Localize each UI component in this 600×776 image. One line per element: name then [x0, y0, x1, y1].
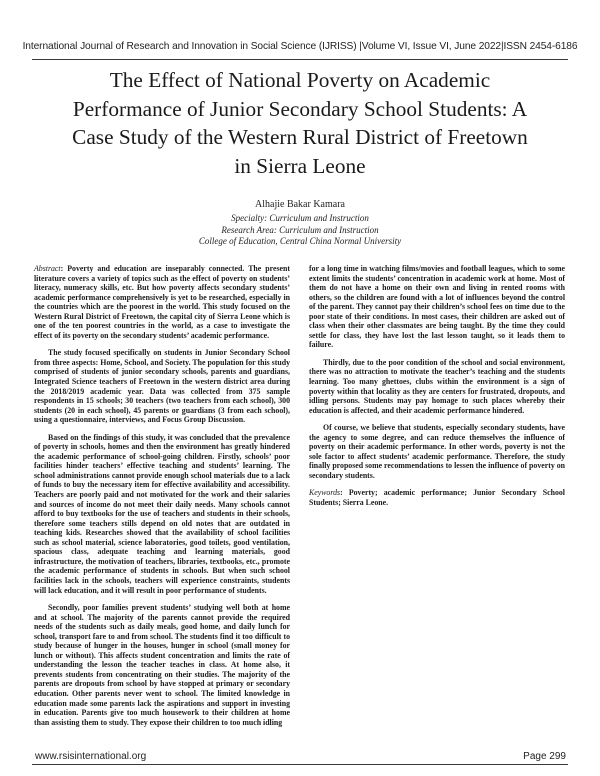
abstract-paragraph-2: The study focused specifically on students in Junior Secondary School from three aspects: Home, School, and Society. The population for this study comprised of students of junior secondary schools, parents and guardians, Integrated Science teachers of Freetown in the western district area during the 2018/2019 academic year. Data was collected from 375 sample respondents in 15 schools; 30 teachers (two teachers from each school), 300 students (20 in each school), 45 parents or guardians (3 from each school), using a questionnaire, interviews, and Focus Group Discussion. — [34, 348, 290, 425]
keywords: Keywords: Poverty; academic performance; Junior Secondary School Students; Sierra Leone. — [309, 488, 565, 508]
abstract-paragraph-1: Abstract: Poverty and education are inseparably connected. The present literature covers a variety of topics such as the effect of poverty on students’ literacy, numeracy skills, etc. But how poverty affects secondary students’ academic performance comprehensively is yet to be researched, especially in the countries which are the poorest in the world. This study focused on the Western Rural District of Freetown, the capital city of Sierra Leone which is one of the ten poorest countries in the world, as a case to investigate the effect of its poverty on the secondary students’ academic performance. — [34, 264, 290, 340]
footer-rule — [32, 764, 568, 765]
journal-header: International Journal of Research and Innovation in Social Science (IJRISS) |Volume VI, Issue VI, June 2022|ISSN 2454-6186 — [22, 41, 578, 52]
paper-title: The Effect of National Poverty on Academic Performance of Junior Secondary School Students: A Case Study of the Western Rural District of Freetown in Sierra Leone — [72, 68, 528, 179]
author-research-area: Research Area: Curriculum and Instruction — [221, 225, 379, 235]
keywords-label: Keywords — [309, 488, 341, 498]
author-name: Alhajie Bakar Kamara — [255, 199, 345, 210]
abstract-paragraph-6: Of course, we believe that students, especially secondary students, have the agency to some degree, and can reduce themselves the influence of poverty on their academic performance. In other words, poverty is not the sole factor to affect students’ academic performance. Therefore, the study finally proposed some recommendations to lessen the influence of poverty on secondary students. — [309, 423, 565, 480]
author-college: College of Education, Central China Normal University — [198, 236, 402, 246]
abstract-paragraph-5: Thirdly, due to the poor condition of the school and social environment, there was no attraction to motivate the teacher’s teaching and the students learning. Too many ghettoes, clubs within the environment is a sign of poverty within that locality as they are centers for frustrated, dropouts, and idling persons. Students may pay homage to such places whereby their education is affected, and their academic performance hindered. — [309, 357, 565, 415]
abstract-paragraph-4: Secondly, poor families prevent students’ studying well both at home and at school. The majority of the parents cannot provide the required needs of the students such as daily meals, good home, and daily lunch for school, transport fare to and from school. The students find it too difficult to study because of hunger in the houses, hunger in school (small money for lunch or without). This affects student concentration and limits the rate of understanding the lesson the teacher teaches in class. At home also, it prevents students from concentrating on their studies. The majority of the parents are dropouts from school by have stopped at primary or secondary education. Other parents never went to school. The limited knowledge in education made some parents lack the aspirations and support in investing in education. Parents give too much housework to their children at home than assisting them to study. They expose their children to too much idling — [34, 603, 290, 727]
footer-website: www.rsisinternational.org — [35, 751, 147, 762]
footer-page-number: Page 299 — [523, 751, 566, 762]
abstract-label: Abstract — [34, 264, 61, 273]
abstract-paragraph-3: Based on the findings of this study, it was concluded that the prevalence of poverty in schools, homes and then the environment has greatly hindered the academic performance of school-going children. Firstly, schools’ poor facilities hinder teachers’ effective teaching and students’ learning. The school administrations cannot provide enough school materials due to a lack of funds to buy the necessary item for effective availability and accessibility. Teachers are poorly paid and not motivated for the work and their salaries and sources of income do not meet their daily needs. Many schools cannot afford to buy textbooks for the use of teachers and students in their schools, therefore some teachers stills depend on old notes that are outdated in teaching kids. Researches showed that the availability of school facilities such as school material, science laboratories, good toilets, good ventilation, spacious class, adequate teaching and learning materials, good infrastructure, the motivation of teachers, libraries, textbooks, etc., promote the academic performance of students in schools. But when such school facilities lack in the schools, teachers will experience constraints, students will lack education, and it will result in poor performance of students. — [34, 432, 290, 595]
abstract-paragraph-4-continued: for a long time in watching films/movies and football leagues, which to some extent limits the students’ concentration in academic work at home. Most of them do not have a home on their own and living in rented rooms with others, so the children are found with a lot of influences beyond the control of the parent. They cannot pay their children’s school fees on time due to the poor state of their conditions. In most cases, their children are asked out of class when their other classmates are being taught. By the time they could settle for class, they have lost the last lesson taught, so it leads them to failure. — [309, 264, 565, 350]
left-column — [34, 264, 290, 735]
author-specialty: Specialty: Curriculum and Instruction — [231, 213, 369, 223]
header-rule — [32, 59, 568, 60]
right-column — [309, 264, 565, 516]
